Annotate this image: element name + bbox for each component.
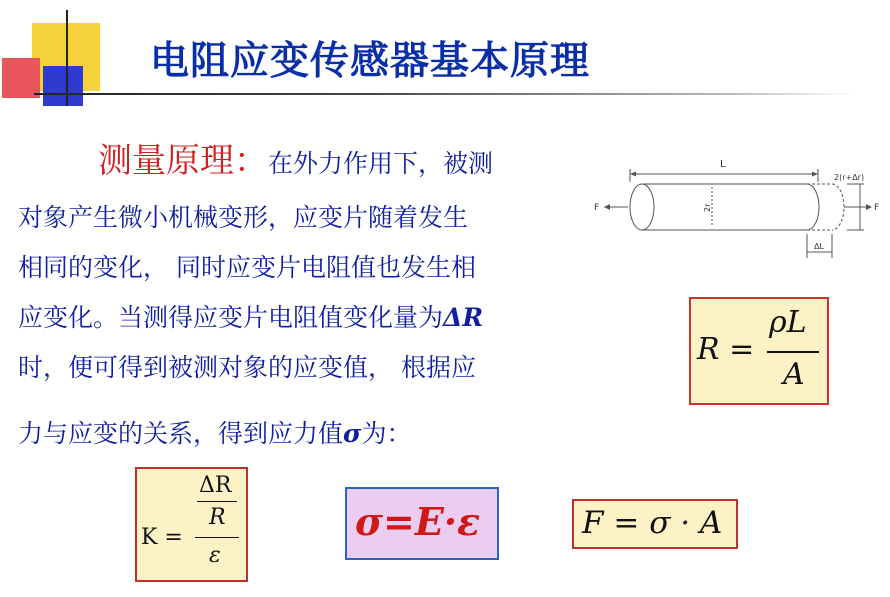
stress-formula: σ=E·ε	[355, 499, 481, 544]
principle-lead: 测量原理：	[98, 141, 268, 181]
gauge-factor-outer-line	[195, 537, 239, 538]
principle-line-4	[18, 291, 483, 345]
force-right-label: F	[874, 203, 880, 213]
force-formula-box	[572, 499, 738, 549]
resistance-formula-denominator: A	[783, 357, 805, 392]
delta-length-label: ΔL	[814, 242, 824, 251]
slide-title: 电阻应变传感器基本原理	[150, 39, 591, 84]
decor-red-square	[2, 58, 40, 98]
decor-blue-square	[43, 66, 83, 106]
principle-line-6-text: 力与应变的关系，得到应力值	[18, 419, 344, 448]
length-label: L	[720, 159, 726, 170]
gauge-factor-inner-line	[197, 501, 237, 502]
gauge-factor-r: R	[209, 505, 226, 530]
gauge-factor-lhs: K =	[141, 525, 183, 550]
title-underline	[34, 93, 854, 95]
principle-line-4-text: 应变化。当测得应变片电阻值变化量为	[18, 303, 444, 332]
principle-line-1	[98, 133, 493, 191]
principle-line-2: 对象产生微小机械变形，应变片随着发生	[18, 203, 469, 232]
principle-line-6-end: 为：	[361, 419, 412, 448]
resistance-formula-lhs: R =	[697, 332, 755, 367]
gauge-factor-delta-r: ΔR	[199, 473, 232, 498]
principle-line-1-text: 在外力作用下，被测	[268, 149, 494, 178]
sigma-symbol: σ	[343, 419, 362, 448]
decor-vertical-line	[66, 10, 68, 106]
delta-diameter-label: 2(r+Δr)	[834, 173, 865, 182]
resistance-formula-box	[689, 297, 829, 405]
force-formula: F = σ · A	[582, 505, 723, 541]
cylinder-strain-diagram	[592, 152, 882, 262]
gauge-factor-formula-box	[135, 467, 248, 582]
principle-line-5: 时，便可得到被测对象的应变值， 根据应	[18, 353, 476, 382]
delta-r-symbol: ΔR	[443, 303, 484, 332]
principle-line-3: 相同的变化， 同时应变片电阻值也发生相	[18, 253, 476, 282]
diameter-label: 2r	[703, 203, 712, 212]
stress-formula-box	[345, 487, 499, 560]
gauge-factor-epsilon: ε	[209, 543, 221, 568]
force-left-label: F	[594, 203, 600, 213]
resistance-formula-numerator: ρL	[769, 305, 807, 340]
resistance-fraction-line	[767, 351, 819, 353]
principle-line-6	[18, 407, 411, 461]
